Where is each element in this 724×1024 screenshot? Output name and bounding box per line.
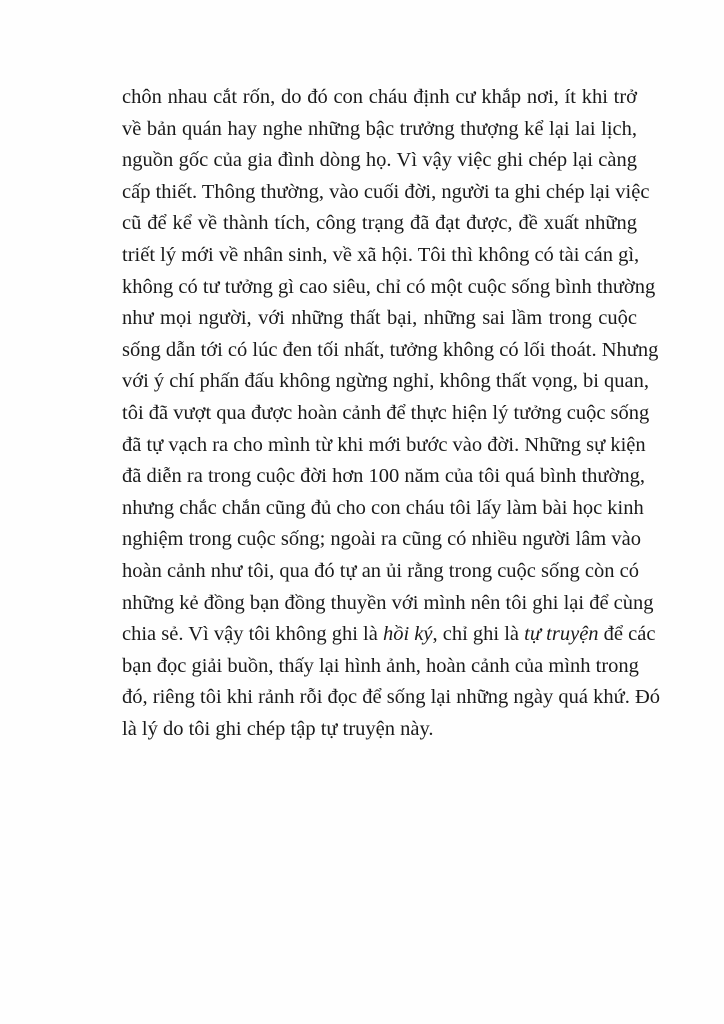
- text-line: đó, riêng tôi khi rảnh rỗi đọc để sống lại những ngày quá khứ. Đó: [122, 686, 661, 709]
- text-segment: chia sẻ. Vì vậy tôi không ghi là: [122, 623, 383, 646]
- text-segment: , chỉ ghi là: [432, 623, 525, 646]
- text-line: về bản quán hay nghe những bậc trưởng thượng kể lại lai lịch,: [122, 117, 637, 140]
- text-line: triết lý mới về nhân sinh, về xã hội. Tôi thì không có tài cán gì,: [122, 243, 640, 266]
- text-line: hoàn cảnh như tôi, qua đó tự an ủi rằng trong cuộc sống còn có: [122, 559, 639, 582]
- text-line: với ý chí phấn đấu không ngừng nghỉ, không thất vọng, bi quan,: [122, 370, 649, 393]
- text-line-last: là lý do tôi ghi chép tập tự truyện này.: [122, 717, 434, 740]
- text-line: đã diễn ra trong cuộc đời hơn 100 năm của tôi quá bình thường,: [122, 465, 645, 488]
- text-line: như mọi người, với những thất bại, những sai lầm trong cuộc: [122, 307, 637, 330]
- text-line: nhưng chắc chắn cũng đủ cho con cháu tôi lấy làm bài học kinh: [122, 496, 644, 519]
- italic-term-tu-truyen: tự truyện: [524, 623, 599, 646]
- body-paragraph: [122, 82, 661, 745]
- text-line: tôi đã vượt qua được hoàn cảnh để thực hiện lý tưởng cuộc sống: [122, 401, 650, 424]
- text-line: cấp thiết. Thông thường, vào cuối đời, người ta ghi chép lại việc: [122, 180, 650, 203]
- italic-term-hoi-ky: hồi ký: [382, 623, 433, 646]
- text-segment: để các: [598, 623, 656, 646]
- text-line: chôn nhau cắt rốn, do đó con cháu định cư khắp nơi, ít khi trở: [122, 86, 637, 108]
- text-line-with-italics: [122, 619, 656, 651]
- text-line: sống dẫn tới có lúc đen tối nhất, tưởng không có lối thoát. Nhưng: [122, 338, 659, 361]
- text-line: cũ để kể về thành tích, công trạng đã đạt được, đề xuất những: [122, 212, 637, 235]
- text-line: đã tự vạch ra cho mình từ khi mới bước vào đời. Những sự kiện: [122, 433, 646, 456]
- text-line: bạn đọc giải buồn, thấy lại hình ảnh, hoàn cảnh của mình trong: [122, 654, 639, 677]
- text-line: nguồn gốc của gia đình dòng họ. Vì vậy việc ghi chép lại càng: [122, 149, 637, 172]
- text-line: nghiệm trong cuộc sống; ngoài ra cũng có nhiều người lâm vào: [122, 528, 641, 551]
- text-line: những kẻ đồng bạn đồng thuyền với mình nên tôi ghi lại để cùng: [122, 591, 654, 614]
- text-line: không có tư tưởng gì cao siêu, chỉ có một cuộc sống bình thường: [122, 275, 656, 298]
